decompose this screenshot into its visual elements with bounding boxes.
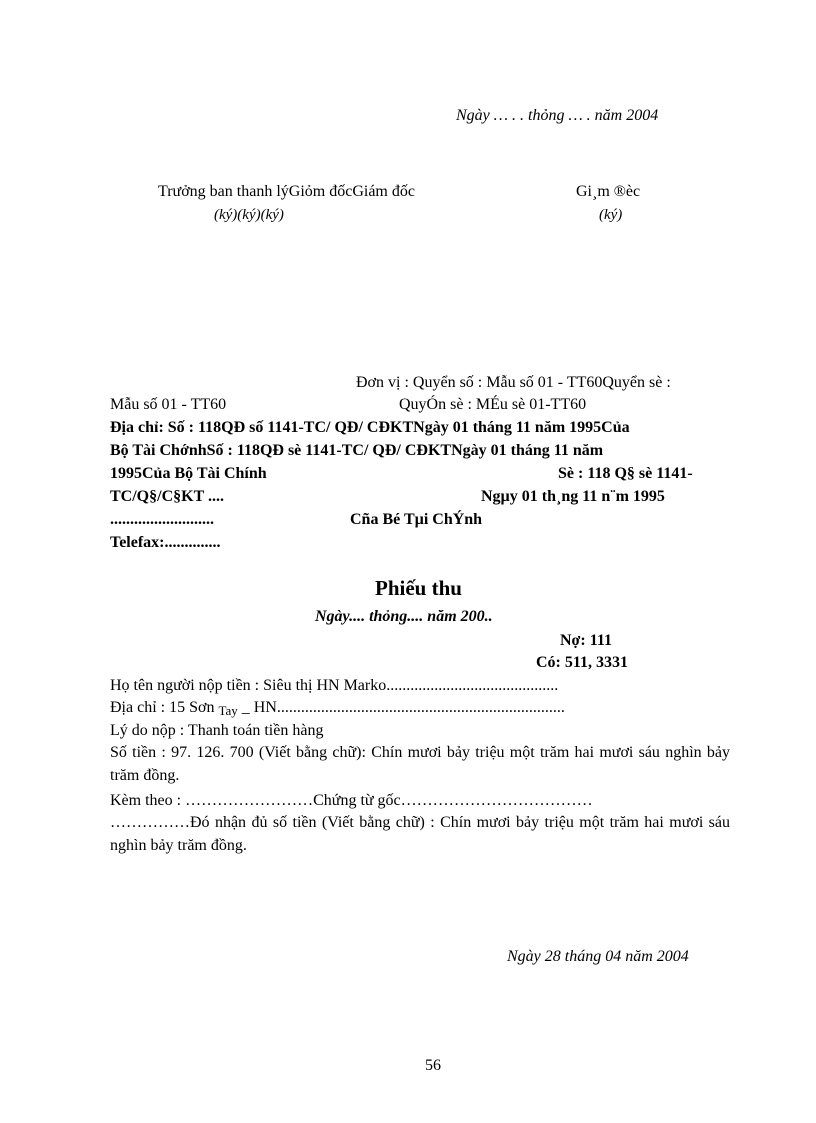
- bottom-date: Ngày 28 tháng 04 năm 2004: [507, 948, 689, 965]
- ministry-year-line: 1995Của Bộ Tài Chính: [110, 465, 267, 482]
- form-number-left: Mẫu số 01 - TT60: [110, 396, 227, 413]
- receipt-title: Phiếu thu: [375, 576, 462, 600]
- top-date: Ngày … . . thỏng … . năm 2004: [456, 107, 659, 124]
- amount-paragraph: Số tiền : 97. 126. 700 (Viết bằng chữ): Chín mươi bảy triệu một trăm hai mươi sáu nghìn bảy trăm đồng.: [110, 744, 730, 784]
- signature-left-sign: (ký)(ký)(ký): [214, 207, 284, 223]
- ministry-line: Bộ Tài ChớnhSố : 118QĐ sè 1141-TC/ QĐ/ CĐKTNgày 01 tháng 11 năm: [110, 442, 604, 459]
- decision-date: Ngµy 01 th¸ng 11 n¨m 1995: [481, 488, 665, 505]
- signature-right-title: Gi¸m ®èc: [576, 183, 641, 200]
- payer-line: Họ tên người nộp tiền : Siêu thị HN Marko...........................................: [110, 677, 559, 694]
- decision-number: Sè : 118 Q§ sè 1141-: [558, 465, 693, 482]
- address-prefix: Địa chỉ : 15 Sơn: [110, 699, 215, 716]
- telefax-line: Telefax:..............: [110, 534, 221, 551]
- address-subscript: Tay: [218, 703, 238, 718]
- dotted-line: ..........................: [110, 511, 214, 528]
- signature-left-title: Trưởng ban thanh lýGiỏm đốcGiám đốc: [158, 183, 415, 200]
- payer-address-line: [110, 698, 565, 719]
- attached-line: Kèm theo : ……………………Chứng từ gốc………………………………: [110, 792, 593, 809]
- decision-code: TC/Q§/C§KT ....: [110, 488, 224, 505]
- signature-right-sign: (ký): [599, 207, 623, 223]
- credit-account: Có: 511, 3331: [536, 654, 628, 671]
- debit-account: Nợ: 111: [560, 632, 612, 649]
- unit-line: Đơn vị : Quyển số : Mẫu số 01 - TT60Quyển sè :: [356, 374, 671, 391]
- address-line: Địa chỉ: Số : 118QĐ số 1141-TC/ QĐ/ CĐKTNgày 01 tháng 11 năm 1995Của: [110, 419, 630, 436]
- issuing-ministry: Cña Bé Tµi ChÝnh: [350, 511, 483, 528]
- received-paragraph: ……………Đó nhận đủ số tiền (Viết bằng chữ) : Chín mươi bảy triệu một trăm hai mươi sáu nghìn bảy trăm đồng.: [110, 814, 730, 854]
- address-suffix: _ HN........................................................................: [237, 699, 565, 716]
- page-number: 56: [425, 1057, 441, 1074]
- reason-line: Lý do nộp : Thanh toán tiền hàng: [110, 722, 324, 739]
- form-number-right: QuyÓn sè : MÉu sè 01-TT60: [399, 396, 587, 413]
- receipt-date: Ngày.... thỏng.... năm 200..: [315, 608, 493, 625]
